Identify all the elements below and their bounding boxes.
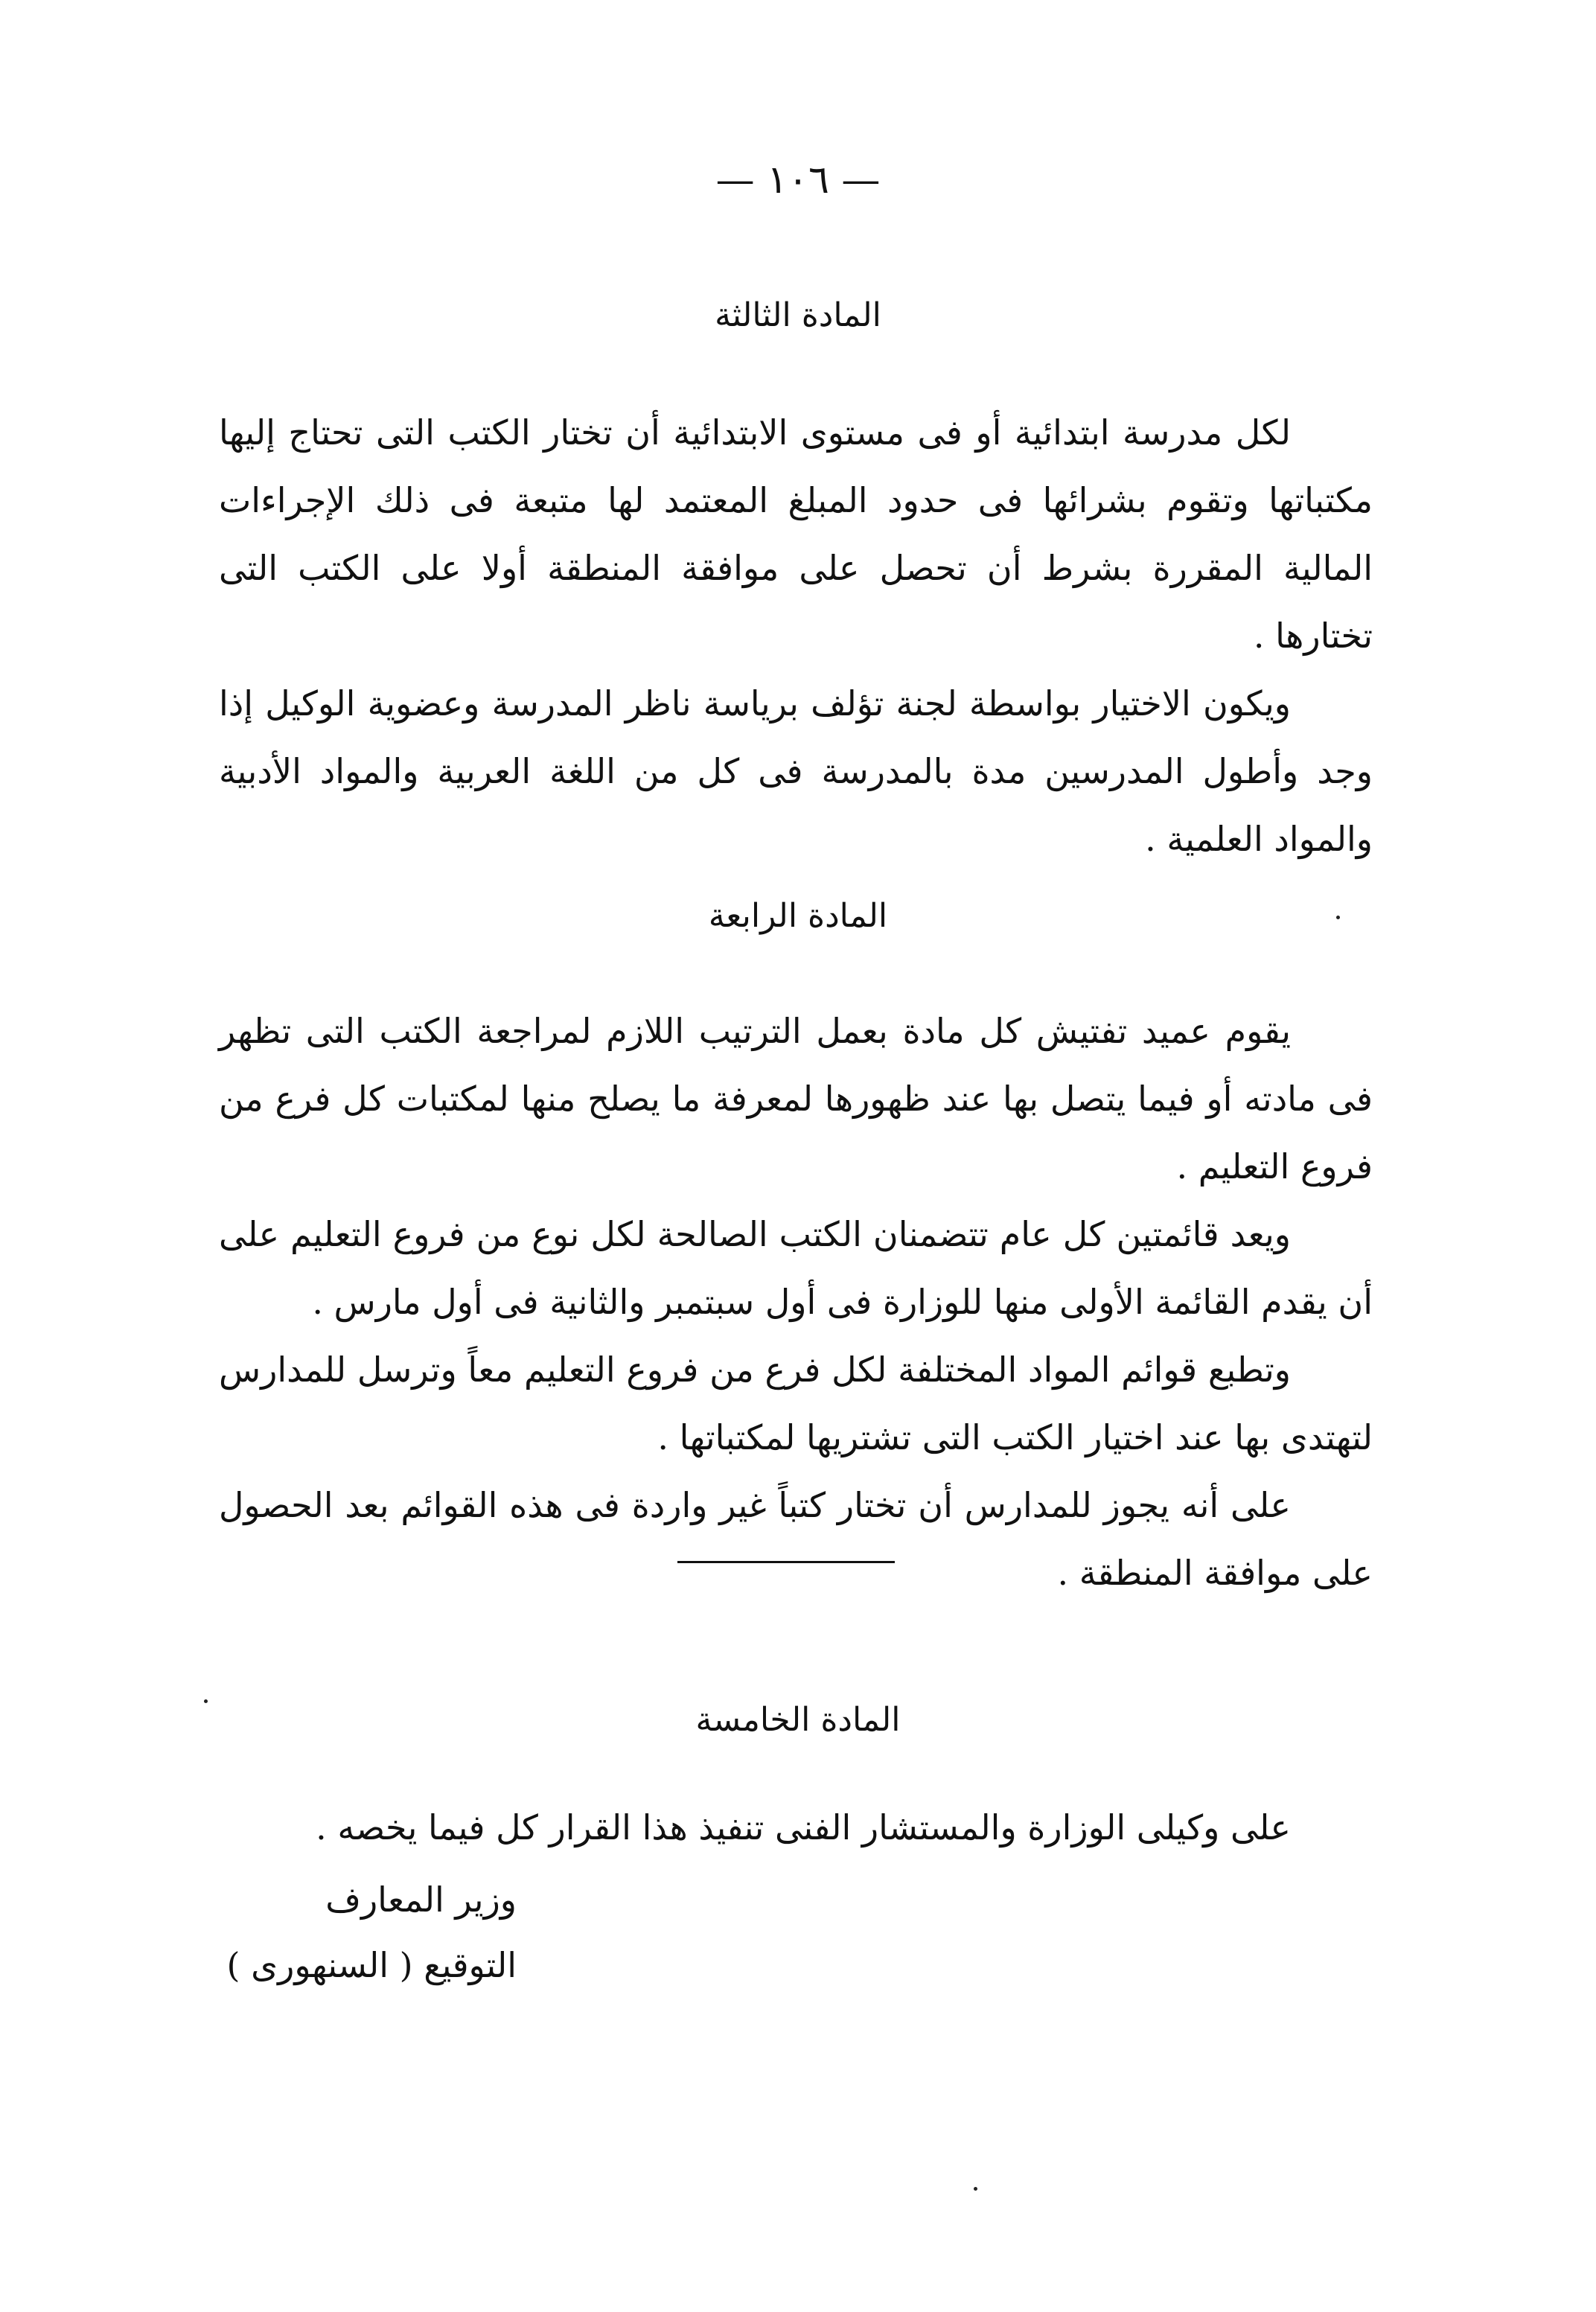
- article-3-heading: المادة الثالثة: [715, 296, 881, 334]
- scan-speck: [204, 1699, 208, 1703]
- signature-block: [204, 1867, 517, 1998]
- article-4-heading: المادة الرابعة: [708, 897, 888, 935]
- article-5-heading: المادة الخامسة: [695, 1701, 901, 1739]
- article-5-paragraph-1: على وكيلى الوزارة والمستشار الفنى تنفيذ هذا القرار كل فيما يخصه .: [316, 1807, 1291, 1848]
- scan-speck: [1336, 916, 1340, 919]
- page-number: — ١٠٦ —: [715, 158, 881, 202]
- article-5-body: [219, 1794, 1373, 1862]
- article-3-paragraph-1: لكل مدرسة ابتدائية أو فى مستوى الابتدائية أن تختار الكتب التى تحتاج إليها مكتباتها وتقوم بشرائها فى حدود المبلغ المعتمد لها متبعة فى ذلك الإجراءات المالية المقررة بشرط أن تحصل على موافقة المنطقة أولا على الكتب التى تختارها .: [219, 412, 1373, 656]
- closing-rule: [677, 1561, 895, 1563]
- article-4-paragraph-2: ويعد قائمتين كل عام تتضمنان الكتب الصالحة لكل نوع من فروع التعليم على أن يقدم القائمة الأولى منها للوزارة فى أول سبتمبر والثانية فى أول مارس .: [219, 1214, 1373, 1322]
- minister-title: وزير المعارف: [325, 1880, 517, 1920]
- article-3-body: [219, 399, 1373, 873]
- signature-line: التوقيع ( السنهورى ): [226, 1945, 517, 1985]
- scan-speck: [974, 2187, 977, 2191]
- article-4-paragraph-3: وتطبع قوائم المواد المختلفة لكل فرع من فروع التعليم معاً وترسل للمدارس لتهتدى بها عند اختيار الكتب التى تشتريها لمكتباتها .: [219, 1350, 1373, 1457]
- article-4-paragraph-1: يقوم عميد تفتيش كل مادة بعمل الترتيب اللازم لمراجعة الكتب التى تظهر فى مادته أو فيما يتصل بها عند ظهورها لمعرفة ما يصلح منها لمكتبات كل فرع من فروع التعليم .: [219, 1011, 1373, 1187]
- article-4-body: [219, 997, 1373, 1607]
- article-4-paragraph-4: على أنه يجوز للمدارس أن تختار كتباً غير واردة فى هذه القوائم بعد الحصول على موافقة المنطقة .: [219, 1485, 1373, 1593]
- article-3-paragraph-2: ويكون الاختيار بواسطة لجنة تؤلف برياسة ناظر المدرسة وعضوية الوكيل إذا وجد وأطول المدرسين مدة بالمدرسة فى كل من اللغة العربية والمواد الأدبية والمواد العلمية .: [219, 683, 1373, 859]
